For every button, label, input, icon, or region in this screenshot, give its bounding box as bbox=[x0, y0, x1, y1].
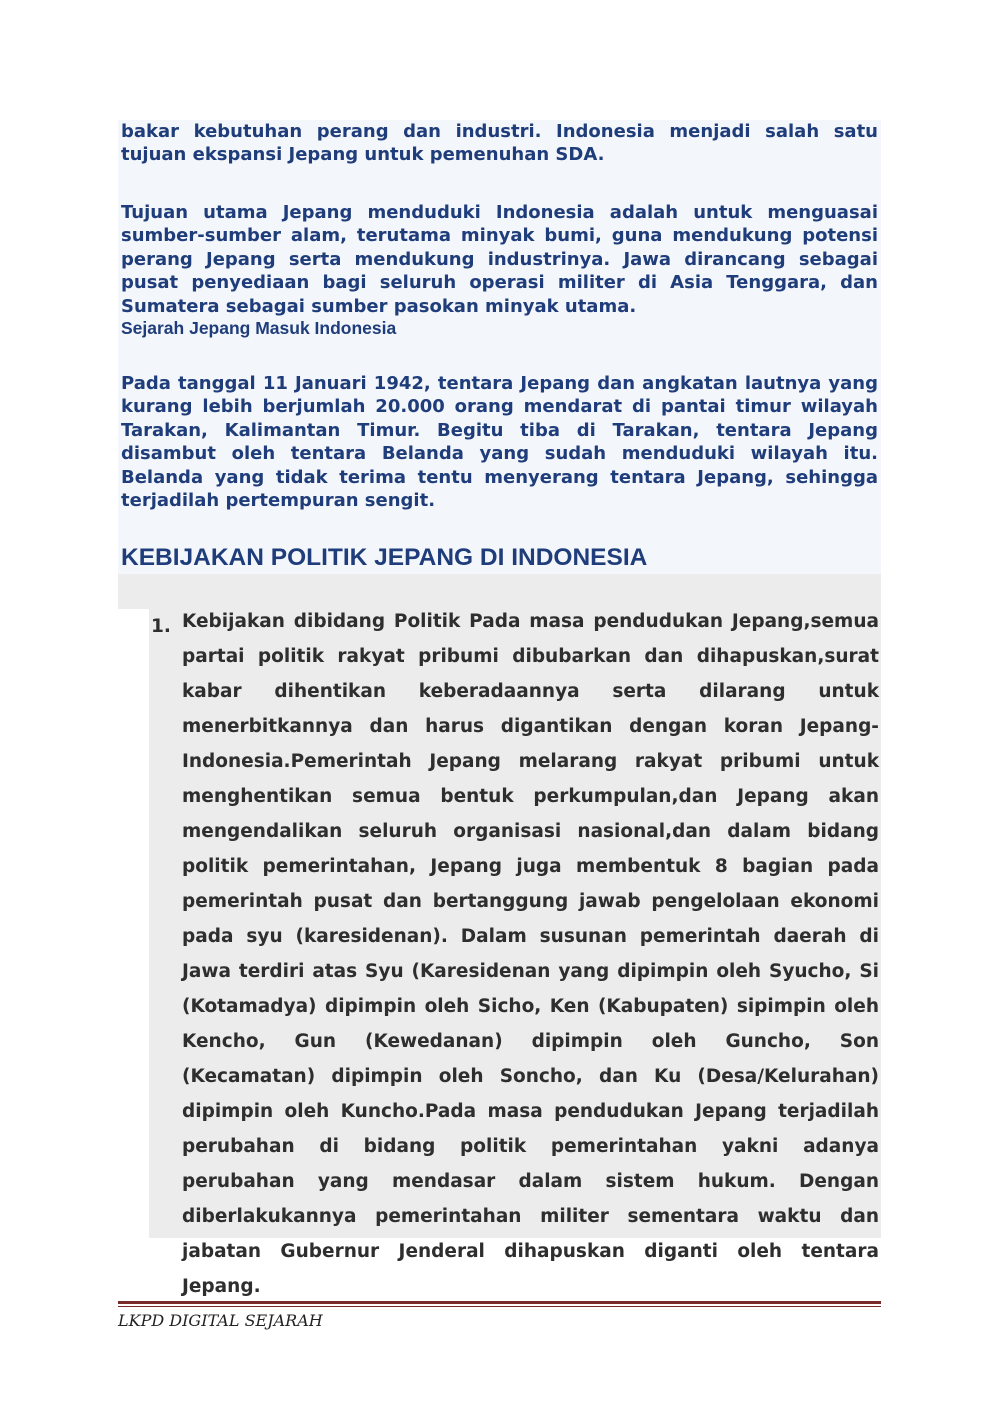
footer-rule-thin bbox=[118, 1306, 881, 1307]
footer-rule bbox=[118, 1301, 881, 1304]
footer-label: LKPD DIGITAL SEJARAH bbox=[118, 1311, 323, 1330]
list-item-text: Kebijakan dibidang Politik Pada masa pendudukan Jepang,semua partai politik rakyat pribumi dibubarkan dan dihapuskan,surat kabar dihentikan keberadaannya serta dilarang untuk menerbitkannya dan harus digantikan dengan koran Jepang- Indonesia.Pemerintah Jepang melarang rakyat pribumi untuk menghentikan semua bentuk perkumpulan,dan Jepang akan mengendalikan seluruh organisasi nasional,dan dalam bidang politik pemerintahan, Jepang juga membentuk 8 bagian pada pemerintah pusat dan bertanggung jawab pengelolaan ekonomi pada syu (karesidenan). Dalam susunan pemerintah daerah di Jawa terdiri atas Syu (Karesidenan yang dipimpin oleh Syucho, Si (Kotamadya) dipimpin oleh Sicho, Ken (Kabupaten) sipimpin oleh Kencho, Gun (Kewedanan) dipimpin oleh Guncho, Son (Kecamatan) dipimpin oleh Soncho, dan Ku (Desa/Kelurahan) dipimpin oleh Kuncho.Pada masa pendudukan Jepang terjadilah perubahan di bidang politik pemerintahan yakni adanya perubahan yang mendasar dalam sistem hukum. Dengan diberlakukannya pemerintahan militer sementara waktu dan jabatan Gubernur Jenderal dihapuskan diganti oleh tentara Jepang. bbox=[182, 611, 879, 1297]
intro-paragraph-2: Tujuan utama Jepang menduduki Indonesia adalah untuk menguasai sumber-sumber alam, terutama minyak bumi, guna mendukung potensi perang Jepang serta mendukung industrinya. Jawa dirancang sebagai pusat penyediaan bagi seluruh operasi militer di Asia Tenggara, dan Sumatera sebagai sumber pasokan minyak utama. bbox=[121, 202, 878, 317]
subheading-sejarah: Sejarah Jepang Masuk Indonesia bbox=[121, 318, 397, 338]
intro-paragraph-1: bakar kebutuhan perang dan industri. Indonesia menjadi salah satu tujuan ekspansi Jepang untuk pemenuhan SDA. bbox=[121, 121, 878, 166]
intro-paragraph-3: Pada tanggal 11 Januari 1942, tentara Jepang dan angkatan lautnya yang kurang lebih berjumlah 20.000 orang mendarat di pantai timur wilayah Tarakan, Kalimantan Timur. Begitu tiba di Tarakan, tentara Jepang disambut oleh tentara Belanda yang sudah menduduki wilayah itu. Belanda yang tidak terima tentu menyerang tentara Jepang, sehingga terjadilah pertempuran sengit. bbox=[121, 373, 878, 512]
list-item-number: 1. bbox=[151, 616, 171, 637]
section-title: KEBIJAKAN POLITIK JEPANG DI INDONESIA bbox=[121, 544, 648, 571]
